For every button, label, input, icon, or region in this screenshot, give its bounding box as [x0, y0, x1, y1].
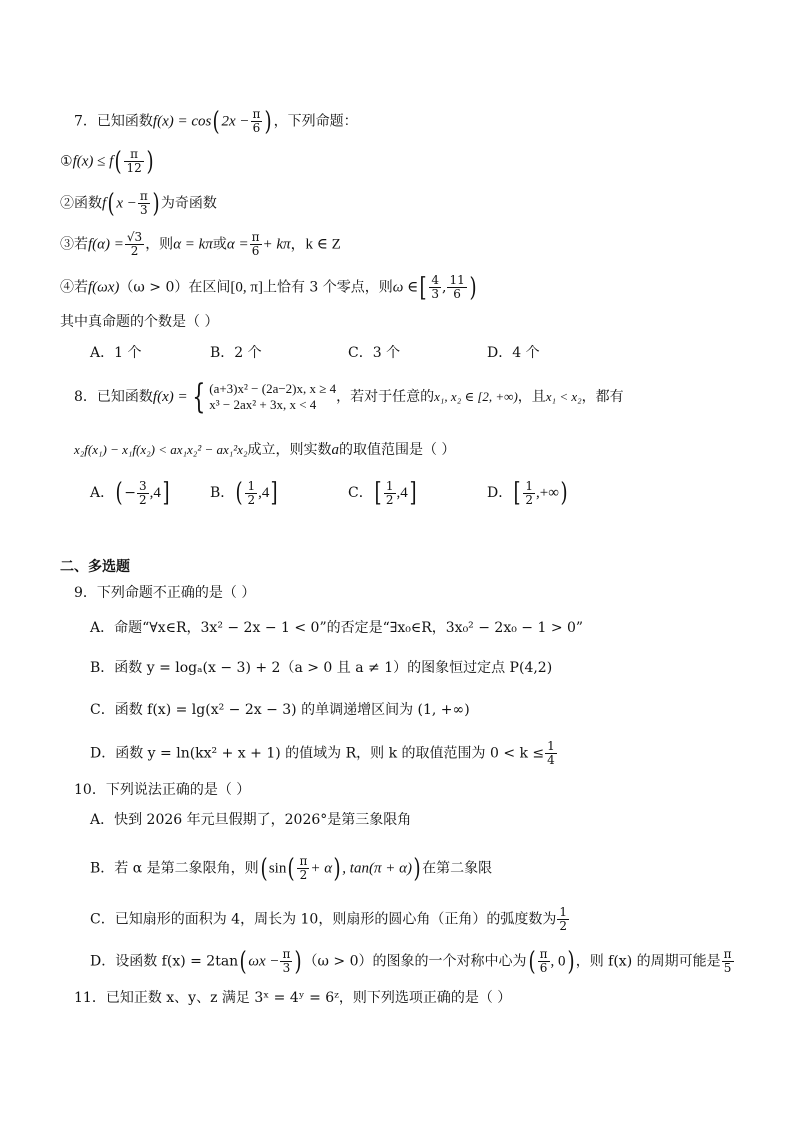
q9-stem: 9．下列命题不正确的是（ ）: [74, 585, 256, 601]
q7-option-a: A．1 个: [90, 345, 142, 361]
q8-condition: x₂f(x₁) − x₁f(x₂) < ax₁x₂² − ax₁²x₂成立，则实数a的取值范围是（ ）: [74, 442, 456, 458]
q9-option-d: D．函数 y = ln(kx² + x + 1) 的值域为 R，则 k 的取值范围为 0 < k ≤ $\frac{1}{4}$: [90, 739, 555, 767]
q7-option-d: D．4 个: [487, 345, 540, 361]
q10-option-c: C．已知扇形的面积为 4，周长为 10，则扇形的圆心角（正角）的弧度数为 $\frac{1}{2}$: [90, 905, 567, 933]
q7-item-2: ②函数f( x − $\frac{\pi}{3}$ ) 为奇函数: [60, 188, 217, 219]
q7-stem: 7．已知函数f(x) = cos( 2x − $\frac{\pi}{6}$ ) ，下列命题：: [74, 106, 358, 137]
q7-option-b: B．2 个: [210, 345, 262, 361]
q8-option-c: C．[ $\frac{1}{2}$ ,4]: [348, 478, 417, 508]
q7-question: 其中真命题的个数是（ ）: [60, 314, 219, 330]
q8-stem: 8．已知函数f(x) = { (a+3)x² − (2a−2)x, x ≥ 4 x³ − 2ax² + 3x, x < 4 ，若对于任意的x₁, x₂ ∈ [2, +∞)，且x₁ < x₂，都有: [74, 377, 624, 417]
q8-option-b: B．( $\frac{1}{2}$ ,4]: [210, 478, 278, 508]
q10-option-b: B．若 α 是第二象限角，则( sin( $\frac{\pi}{2}$ + α) , tan(π + α)) 在第二象限: [90, 853, 493, 884]
q7-item-1: ①f(x) ≤ f( $\frac{\pi}{12}$ ): [60, 146, 154, 177]
q7-item-3: ③若f(α) = $\frac{√3}{2}$ ，则α = kπ或α = $\frac{\pi}{6}$ + kπ，k ∈ Z: [60, 230, 341, 258]
q8-option-d: D．[ $\frac{1}{2}$ ,+∞): [487, 478, 568, 508]
q10-option-d: D．设函数 f(x) = 2tan( ωx − $\frac{\pi}{3}$ ) （ω > 0）的图象的一个对称中心为( $\frac{\pi}{6}$ , 0) ，则 f(x) 的周期可能是 $\frac{\pi}{5}$: [90, 946, 732, 977]
q8-option-a: A．( − $\frac{3}{2}$ ,4]: [90, 478, 170, 508]
q7-item-4: ④若f(ωx)（ω > 0）在区间[0, π]上恰有 3 个零点，则ω ∈[ $\frac{4}{3}$ , $\frac{11}{6}$ ): [60, 272, 477, 303]
q10-option-a: A．快到 2026 年元旦假期了，2026°是第三象限角: [90, 812, 412, 828]
q7-option-c: C．3 个: [348, 345, 401, 361]
q10-stem: 10．下列说法正确的是（ ）: [74, 782, 251, 798]
section-heading-multi-choice: 二、多选题: [60, 559, 130, 575]
q9-option-a: A．命题“∀x∈R，3x² − 2x − 1 < 0”的否定是“∃x₀∈R，3x₀² − 2x₀ − 1 > 0”: [90, 620, 584, 636]
q9-option-c: C．函数 f(x) = lg(x² − 2x − 3) 的单调递增区间为 (1, +∞): [90, 702, 470, 718]
q9-option-b: B．函数 y = logₐ(x − 3) + 2（a > 0 且 a ≠ 1）的图象恒过定点 P(4,2): [90, 660, 553, 676]
q11-stem: 11．已知正数 x、y、z 满足 3ˣ = 4ʸ = 6ᶻ，则下列选项正确的是（ ）: [74, 990, 512, 1006]
